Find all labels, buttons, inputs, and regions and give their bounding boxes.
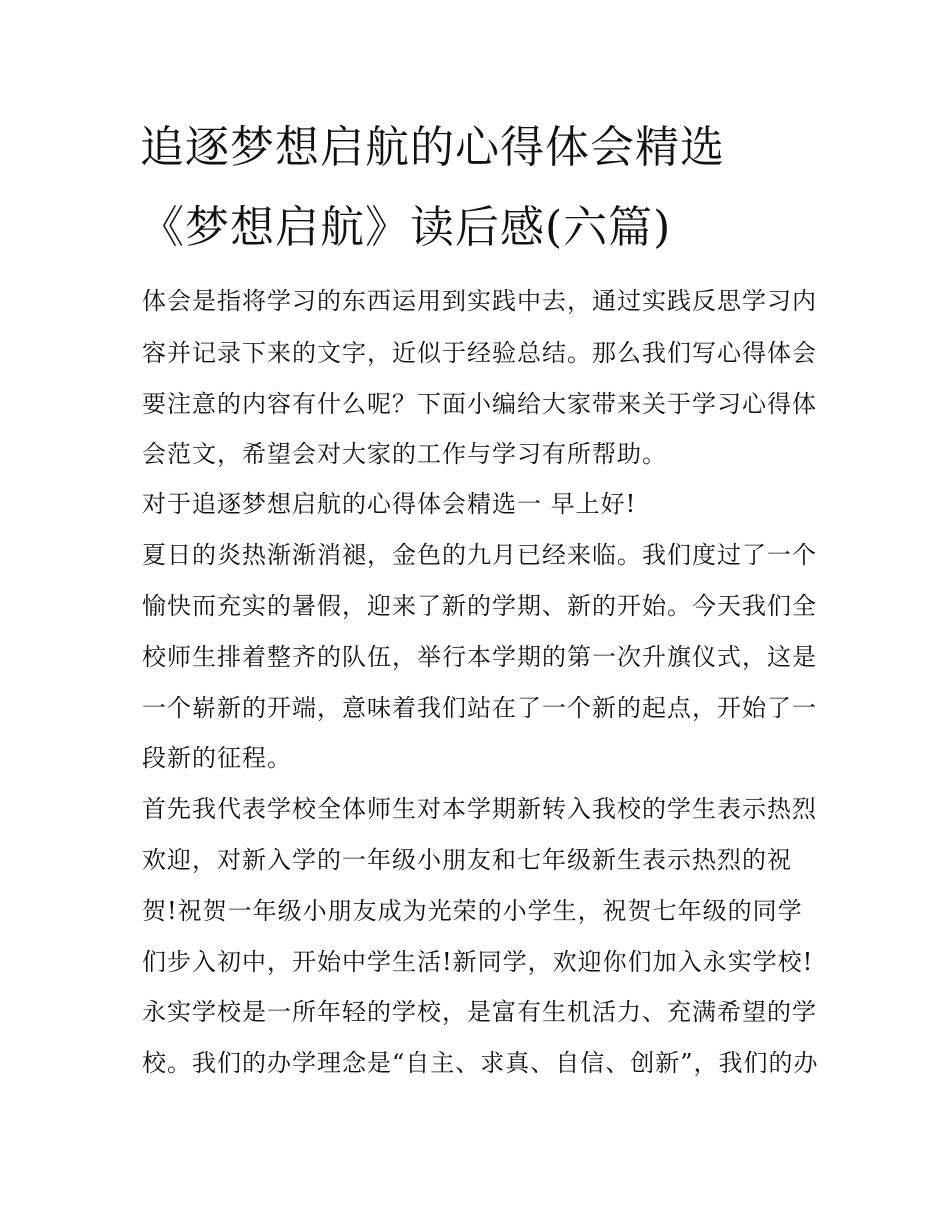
body-line: 贺!祝贺一年级小朋友成为光荣的小学生，祝贺七年级的同学 [142, 897, 803, 925]
body-line: 校。我们的办学理念是“自主、求真、自信、创新”，我们的办 [142, 1049, 819, 1077]
document-title-line-1: 追逐梦想启航的心得体会精选 [140, 122, 725, 173]
body-line: 要注意的内容有什么呢？下面小编给大家带来关于学习心得体 [142, 390, 817, 418]
document-title-line-2: 《梦想启航》读后感(六篇) [140, 202, 672, 253]
body-line: 首先我代表学校全体师生对本学期新转入我校的学生表示热烈 [142, 795, 817, 823]
body-line: 段新的征程。 [142, 744, 292, 772]
body-line: 们步入初中，开始中学生活!新同学，欢迎你们加入永实学校! [142, 948, 814, 976]
body-line: 校师生排着整齐的队伍，举行本学期的第一次升旗仪式，这是 [142, 643, 817, 671]
body-line: 愉快而充实的暑假，迎来了新的学期、新的开始。今天我们全 [142, 592, 817, 620]
body-line: 容并记录下来的文字，近似于经验总结。那么我们写心得体会 [142, 339, 817, 367]
section-heading-line: 对于追逐梦想启航的心得体会精选一 早上好! [142, 490, 637, 518]
body-line: 永实学校是一所年轻的学校，是富有生机活力、充满希望的学 [142, 998, 817, 1026]
body-line: 会范文，希望会对大家的工作与学习有所帮助。 [142, 440, 667, 468]
body-line: 一个崭新的开端，意味着我们站在了一个新的起点，开始了一 [142, 694, 817, 722]
body-line: 体会是指将学习的东西运用到实践中去，通过实践反思学习内 [142, 287, 817, 315]
body-line: 欢迎，对新入学的一年级小朋友和七年级新生表示热烈的祝 [142, 846, 792, 874]
body-line: 夏日的炎热渐渐消褪，金色的九月已经来临。我们度过了一个 [142, 541, 817, 569]
